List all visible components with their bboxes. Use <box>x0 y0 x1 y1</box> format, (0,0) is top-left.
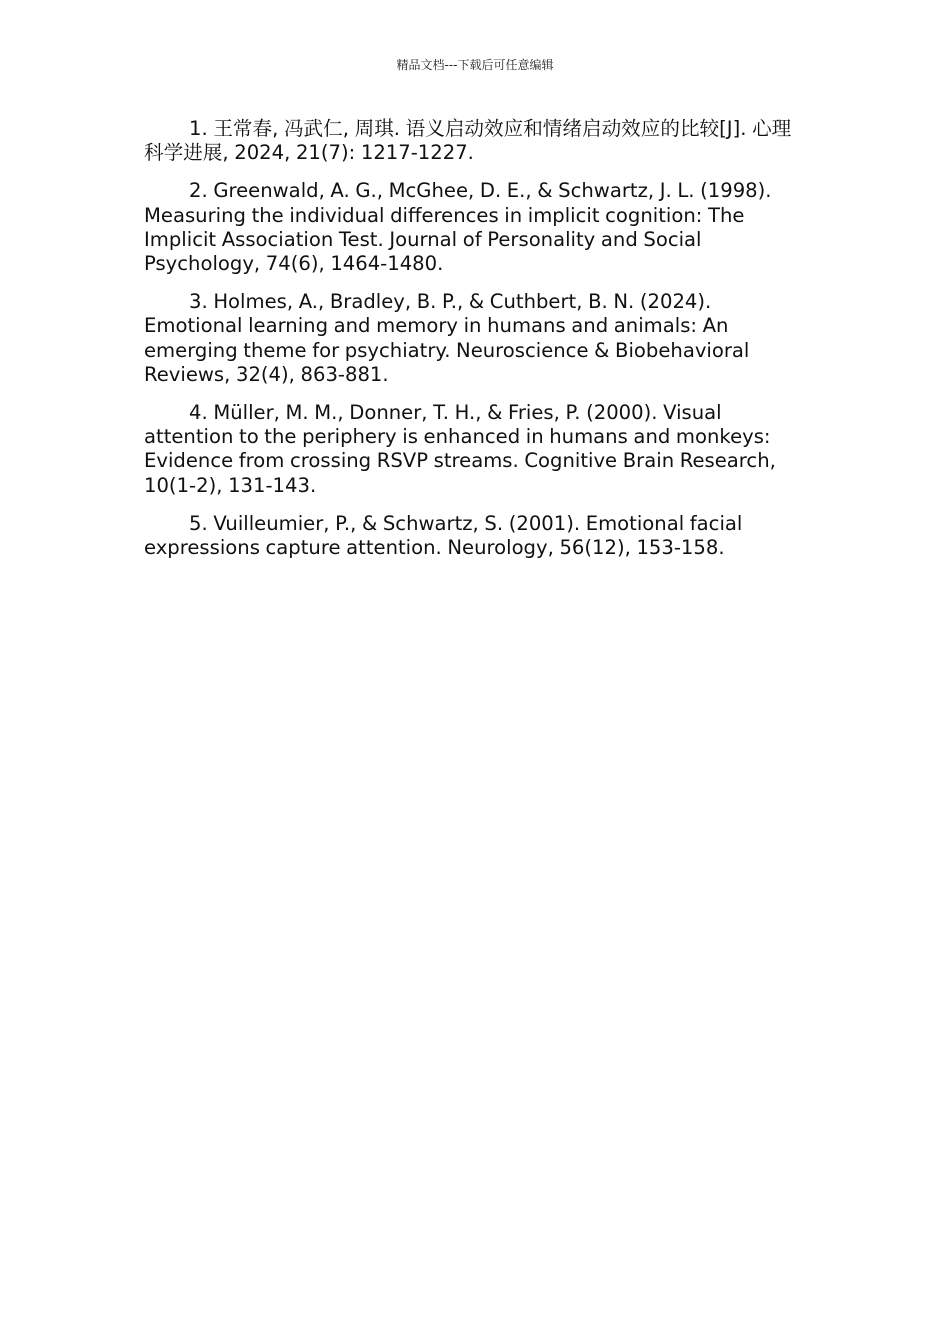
reference-list <box>144 117 796 574</box>
reference-item-3: 3. Holmes, A., Bradley, B. P., & Cuthbert, B. N. (2024). Emotional learning and memory in humans and animals: An emerging theme for psychiatry. Neuroscience & Biobehavioral Reviews, 32(4), 863-881. <box>144 290 750 386</box>
reference-item-4: 4. Müller, M. M., Donner, T. H., & Fries, P. (2000). Visual attention to the periphery is enhanced in humans and monkeys: Evidence from crossing RSVP streams. Cognitive Brain Research, 10(1-2), 131-143. <box>144 401 776 497</box>
reference-item-2: 2. Greenwald, A. G., McGhee, D. E., & Schwartz, J. L. (1998). Measuring the individual differences in implicit cognition: The Implicit Association Test. Journal of Personality and Social Psychology, 74(6), 1464-1480. <box>144 179 772 276</box>
page-header: 精品文档---下载后可任意编辑 <box>396 58 554 72</box>
reference-item-5: 5. Vuilleumier, P., & Schwartz, S. (2001). Emotional facial expressions capture attention. Neurology, 56(12), 153-158. <box>144 511 743 560</box>
reference-item-1: 1. 王常春, 冯武仁, 周琪. 语义启动效应和情绪启动效应的比较[J]. 心理科学进展, 2024, 21(7): 1217-1227. <box>144 117 792 165</box>
